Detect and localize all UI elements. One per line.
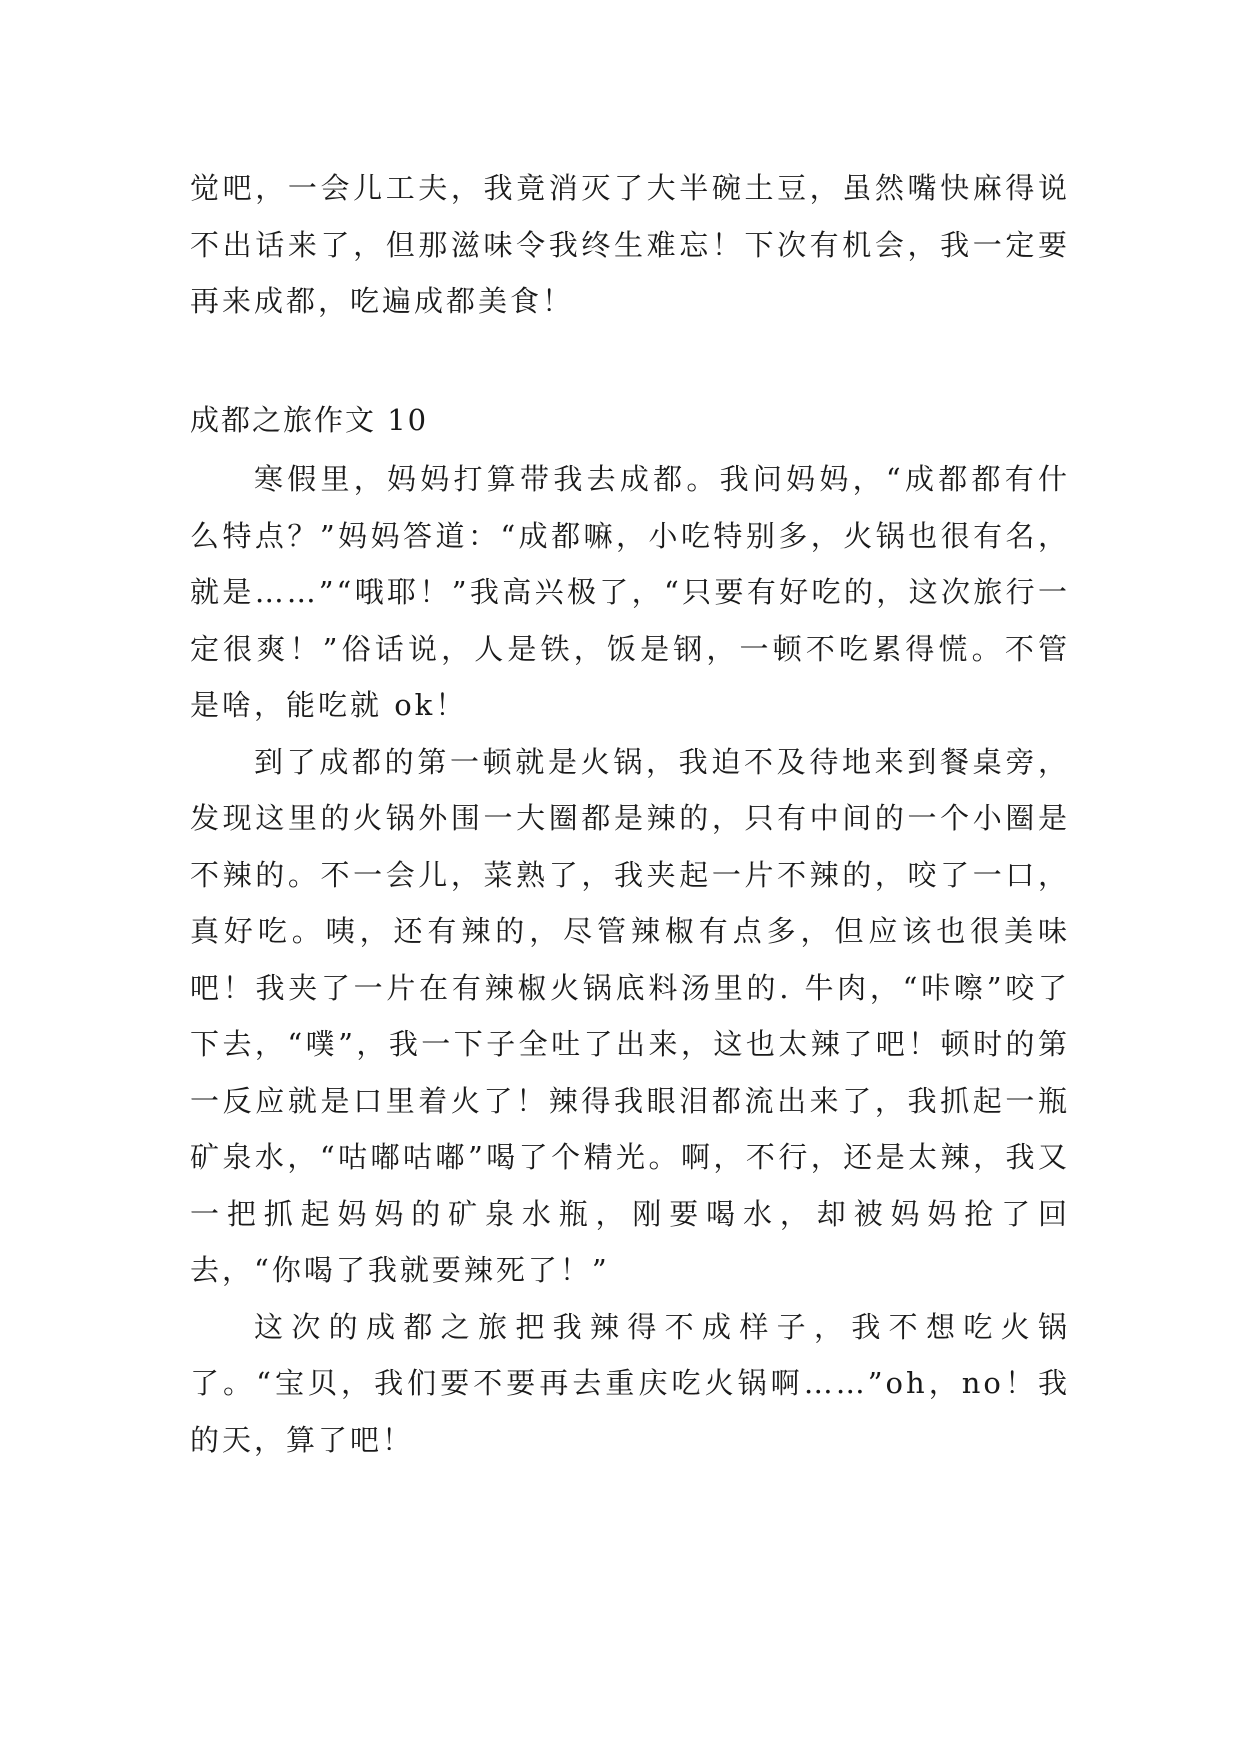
essay-title: 成都之旅作文 10 <box>190 403 429 437</box>
essay-paragraph-1: 寒假里，妈妈打算带我去成都。我问妈妈，“成都都有什么特点？”妈妈答道：“成都嘛，小吃特别多，火锅也很有名，就是……”“哦耶！”我高兴极了，“只要有好吃的，这次旅行一定很爽！”俗话说，人是铁，饭是钢，一顿不吃累得慌。不管是啥，能吃就 ok！ <box>190 462 1070 722</box>
essay-paragraph-2: 到了成都的第一顿就是火锅，我迫不及待地来到餐桌旁，发现这里的火锅外围一大圈都是辣的，只有中间的一个小圈是不辣的。不一会儿，菜熟了，我夹起一片不辣的，咬了一口，真好吃。咦，还有辣的，尽管辣椒有点多，但应该也很美味吧！我夹了一片在有辣椒火锅底料汤里的. 牛肉，“咔嚓”咬了下去，“噗”，我一下子全吐了出来，这也太辣了吧！顿时的第一反应就是口里着火了！辣得我眼泪都流出来了，我抓起一瓶矿泉水，“咕嘟咕嘟”喝了个精光。啊，不行，还是太辣，我又一把抓起妈妈的矿泉水瓶，刚要喝水，却被妈妈抢了回去，“你喝了我就要辣死了！” <box>190 744 1070 1287</box>
essay-body <box>190 451 1070 1468</box>
essay-paragraph-3: 这次的成都之旅把我辣得不成样子，我不想吃火锅了。“宝贝，我们要不要再去重庆吃火锅啊……”oh，no！我的天，算了吧！ <box>190 1309 1070 1457</box>
continued-paragraph: 觉吧，一会儿工夫，我竟消灭了大半碗土豆，虽然嘴快麻得说不出话来了，但那滋味令我终生难忘！下次有机会，我一定要再来成都，吃遍成都美食！ <box>190 171 1070 318</box>
